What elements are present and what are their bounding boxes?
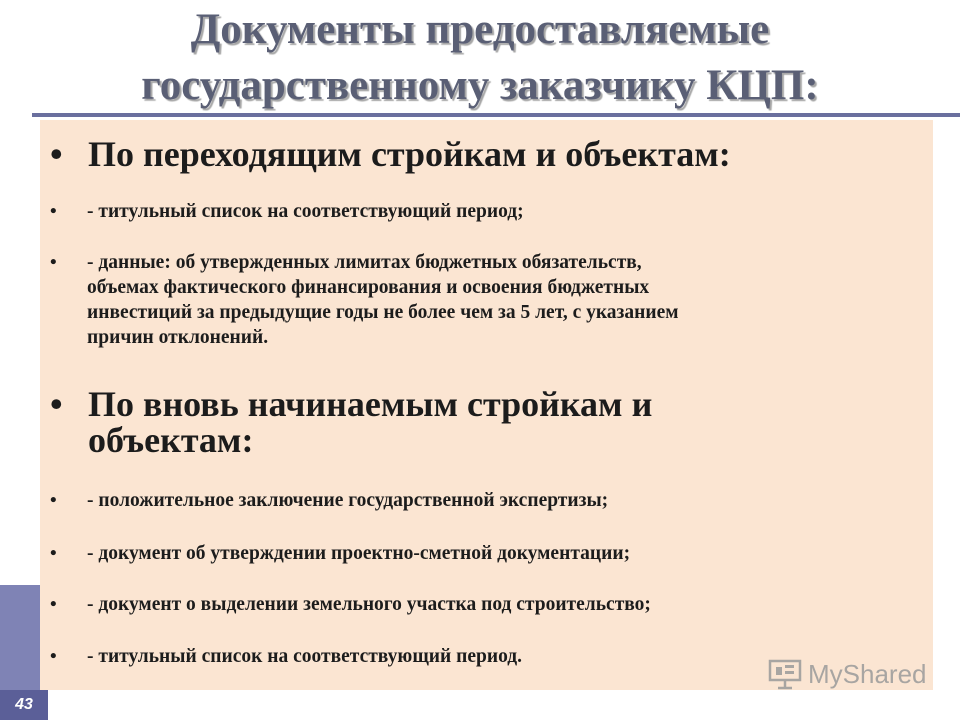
bullet-icon: • <box>50 543 57 564</box>
title-underline <box>32 113 960 117</box>
bullet-icon: • <box>50 252 57 273</box>
list-item-text: - документ об утверждении проектно-сметной документации; <box>87 543 631 564</box>
bullet-icon: • <box>50 490 57 511</box>
list-item-text: - титульный список на соответствующий период; <box>87 201 524 222</box>
list-item-text: - титульный список на соответствующий период. <box>87 646 523 667</box>
section-heading-text: По переходящим стройкам и объектам: <box>88 134 731 174</box>
bullet-icon: • <box>50 646 57 667</box>
watermark <box>768 654 927 694</box>
bullet-icon: • <box>50 134 63 174</box>
bullet-icon: • <box>50 594 57 615</box>
list-item-text: - данные: об утвержденных лимитах бюджетных обязательств, объемах фактического финансирования и освоения бюджетных инвестиций за предыдущие годы не более чем за 5 лет, с указанием причин отклонений. <box>87 252 679 348</box>
list-item-text: - положительное заключение государственной экспертизы; <box>87 490 609 511</box>
page-number: 43 <box>0 690 48 720</box>
list-item-text: - документ о выделении земельного участка под строительство; <box>87 594 651 615</box>
title-line-2: государственному заказчику КЦП: <box>141 62 819 109</box>
section-heading-text: По вновь начинаемым стройкам и объектам: <box>88 384 653 460</box>
slide-title <box>0 2 960 114</box>
bullet-icon: • <box>50 201 57 222</box>
bullet-icon: • <box>50 384 63 424</box>
presentation-board-icon <box>768 658 802 690</box>
title-line-1: Документы предоставляемые <box>190 6 770 53</box>
watermark-text: MyShared <box>808 658 927 689</box>
